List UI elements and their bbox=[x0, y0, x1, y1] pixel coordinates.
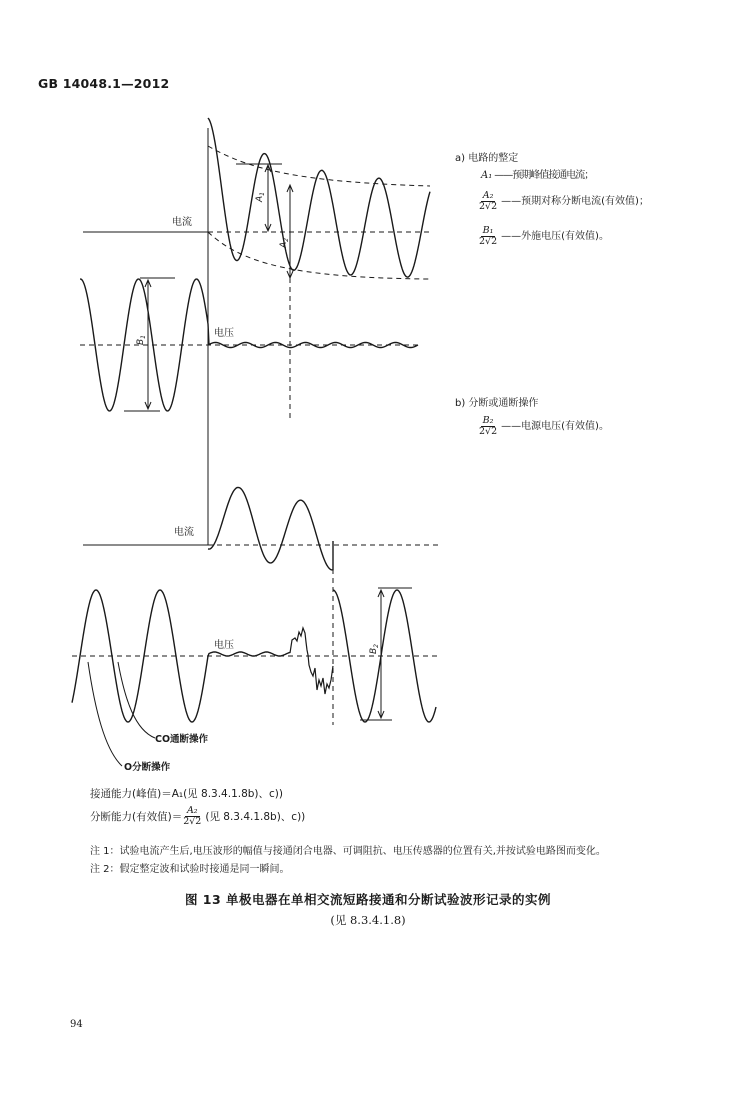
legend-a-item-2: $\frac{\text{A₂}}{2√2}$ ——预期对称分断电流(有效值)； bbox=[479, 190, 649, 213]
voltage-bottom-transient bbox=[290, 628, 333, 694]
label-co-operation: CO通断操作 bbox=[155, 734, 209, 745]
header-standard-number: GB 14048.1—2012 bbox=[38, 76, 170, 91]
page-number: 94 bbox=[70, 1019, 83, 1030]
note-2: 注 2：假定整定波和试验时接通是同一瞬间。 bbox=[90, 864, 290, 875]
figure-caption-reference: (见 8.3.4.1.8) bbox=[330, 913, 406, 927]
label-A2: $A_2$ bbox=[279, 238, 290, 248]
legend-b-title: b) 分断或通断操作 bbox=[455, 398, 539, 409]
current-top-waveform bbox=[208, 118, 430, 277]
formula-making-capacity: 接通能力(峰值)＝A₁(见 8.3.4.1.8b)、c)) bbox=[90, 788, 283, 800]
label-voltage-top: 电压 bbox=[214, 328, 234, 339]
label-A1: $A_1$ bbox=[255, 192, 266, 202]
legend-a-item-3: $\frac{\text{B₁}}{2√2}$ ——外施电压(有效值)。 bbox=[479, 225, 609, 248]
label-B2: $B_2$ bbox=[369, 643, 380, 654]
legend-a-item-1: A₁ ——预期峰值接通电流； bbox=[481, 170, 594, 181]
label-current-top: 电流 bbox=[172, 217, 192, 228]
label-B1: $B_1$ bbox=[136, 334, 147, 345]
label-current-bottom: 电流 bbox=[174, 527, 194, 538]
label-o-operation: O分断操作 bbox=[124, 762, 171, 773]
legend-a-title: a) 电路的整定 bbox=[455, 153, 519, 164]
current-envelope-upper bbox=[208, 146, 430, 186]
current-bottom-waveform bbox=[208, 487, 333, 570]
o-operation-leader bbox=[88, 662, 122, 766]
figure-caption: 图 13 单极电器在单相交流短路接通和分断试验波形记录的实例 bbox=[184, 892, 552, 907]
formula-breaking-capacity: 分断能力(有效值)＝ $\frac{\text{A₂}}{2√2}$ (见 8.3.4.1.8b)、c)) bbox=[90, 805, 306, 828]
note-1: 注 1：试验电流产生后,电压波形的幅值与接通闭合电器、可调阻抗、电压传感器的位置有关,并按试验电路图而变化。 bbox=[90, 846, 606, 857]
legend-b-item-1: $\frac{\text{B₂}}{2√2}$ ——电源电压(有效值)。 bbox=[479, 415, 609, 438]
label-voltage-bottom: 电压 bbox=[214, 640, 234, 651]
voltage-top-waveform bbox=[80, 279, 418, 411]
